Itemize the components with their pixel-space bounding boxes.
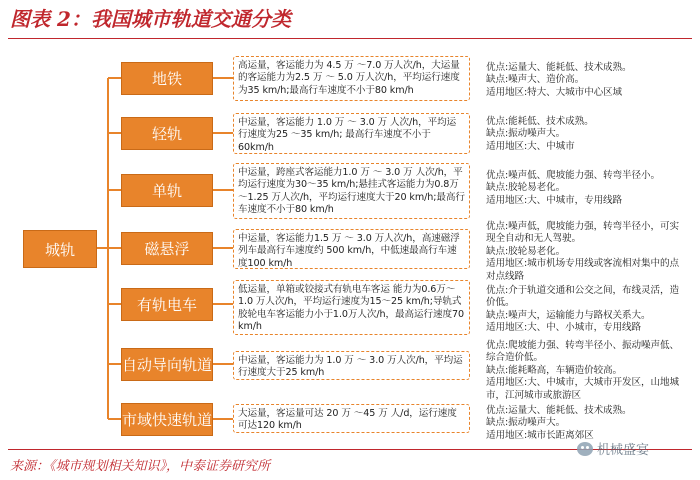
cons-text: 缺点:胶轮易老化。: [486, 245, 566, 257]
figure-title: 图表 2：我国城市轨道交通分类: [10, 7, 291, 31]
area-text: 适用地区:特大、大城市中心区域: [486, 86, 623, 98]
pros-cons-agt: [486, 340, 686, 402]
cons-text: 缺点:噪声大，运输能力与路权关系大。: [486, 309, 651, 321]
cons-text: 缺点:振动噪声大。: [486, 417, 566, 429]
desc-box-maglev: 中运量，客运能力1.5 万 ～ 3.0 万人次/h，高速磁浮列车最高行车速度约 500 km/h，中低速最高行车速度100 km/h: [233, 229, 470, 269]
category-node-maglev: 磁悬浮: [121, 232, 213, 265]
area-text: 适用地区:大、中、小城市，专用线路: [486, 322, 642, 334]
watermark: [577, 439, 649, 458]
desc-box-light-rail: 中运量，客运能力 1.0 万 ～ 3.0 万 人次/h，平均运行速度为25 ～35 km/h; 最高行车速度不小于60km/h: [233, 113, 470, 154]
pros-cons-suburban-rail: [486, 405, 686, 442]
watermark-text: 机械盛宴: [597, 443, 650, 458]
category-node-subway: 地铁: [121, 62, 213, 95]
pros-text: 优点:运量大、能耗低、技术成熟。: [486, 62, 632, 73]
category-node-tram: 有轨电车: [121, 288, 213, 321]
category-node-suburban-rail: 市域快速轨道: [121, 403, 213, 436]
category-node-agt: 自动导向轨道: [121, 348, 213, 381]
area-text: 适用地区:大、中城市，专用线路: [486, 194, 623, 206]
pros-cons-maglev: [486, 221, 686, 283]
pros-text: 优点:噪声低，爬坡能力强，转弯半径小，可实现全自动和无人驾驶。: [486, 221, 680, 245]
area-text: 适用地区:城市机场专用线或客流相对集中的点对点线路: [486, 258, 680, 282]
desc-box-suburban-rail: 大运量，客运量可达 20 万 ～45 万 人/d，运行速度可达120 km/h: [233, 404, 470, 433]
pros-text: 优点:噪声低、爬坡能力强、转弯半径小。: [486, 170, 661, 181]
pros-text: 优点:能耗低、技术成熟。: [486, 116, 594, 127]
pros-cons-monorail: [486, 170, 686, 207]
pros-cons-subway: [486, 62, 686, 99]
cons-text: 缺点:能耗略高，车辆造价较高。: [486, 364, 623, 376]
root-node: 城轨: [23, 230, 97, 268]
wechat-icon: [577, 442, 593, 456]
cons-text: 缺点:噪声大、造价高。: [486, 74, 585, 86]
pros-cons-tram: [486, 285, 686, 335]
desc-box-agt: 中运量，客运能力为 1.0 万 ～ 3.0 万人次/h，平均运行速度大于25 km/h: [233, 351, 470, 380]
cons-text: 缺点:胶轮易老化。: [486, 182, 566, 194]
cons-text: 缺点:振动噪声大。: [486, 128, 566, 140]
pros-text: 优点:介于轨道交通和公交之间，布线灵活，造价低。: [486, 285, 680, 309]
area-text: 适用地区:大、中城市，大城市开发区，山地城市，江河城市或旅游区: [486, 377, 680, 401]
pros-text: 优点:爬坡能力强、转弯半径小、振动噪声低、综合造价低。: [486, 340, 680, 364]
desc-box-monorail: 中运量，跨座式客运能力1.0 万 ～ 3.0 万 人次/h，平均运行速度为30～35 km/h;悬挂式客运能力为0.8万 ～1.25 万人次/h，平均运行速度大于20 km/h;最高行车速度不小于80 km/h: [233, 163, 470, 219]
pros-cons-light-rail: [486, 116, 686, 153]
desc-box-tram: 低运量，单箱或铰接式有轨电车客运 能力为0.6万～1.0 万人次/h，平均运行速度为15～25 km/h;导轨式胶轮电车客运能力小于1.0万人次/h，最高运行速度70 km/h: [233, 280, 470, 335]
source-note: 来源：《城市规划相关知识》，中泰证券研究所: [10, 459, 271, 474]
pros-text: 优点:运量大、能耗低、技术成熟。: [486, 405, 632, 416]
area-text: 适用地区:大、中城市: [486, 140, 575, 152]
area-text: 适用地区:城市长距离郊区: [486, 429, 594, 441]
desc-box-subway: 高运量，客运能力为 4.5 万 ～7.0 万人次/h，大运量的客运能力为2.5 万 ～ 5.0 万人次/h，平均运行速度为35 km/h;最高行车速度不小于80 km/h: [233, 56, 470, 101]
category-node-light-rail: 轻轨: [121, 117, 213, 150]
category-node-monorail: 单轨: [121, 174, 213, 207]
